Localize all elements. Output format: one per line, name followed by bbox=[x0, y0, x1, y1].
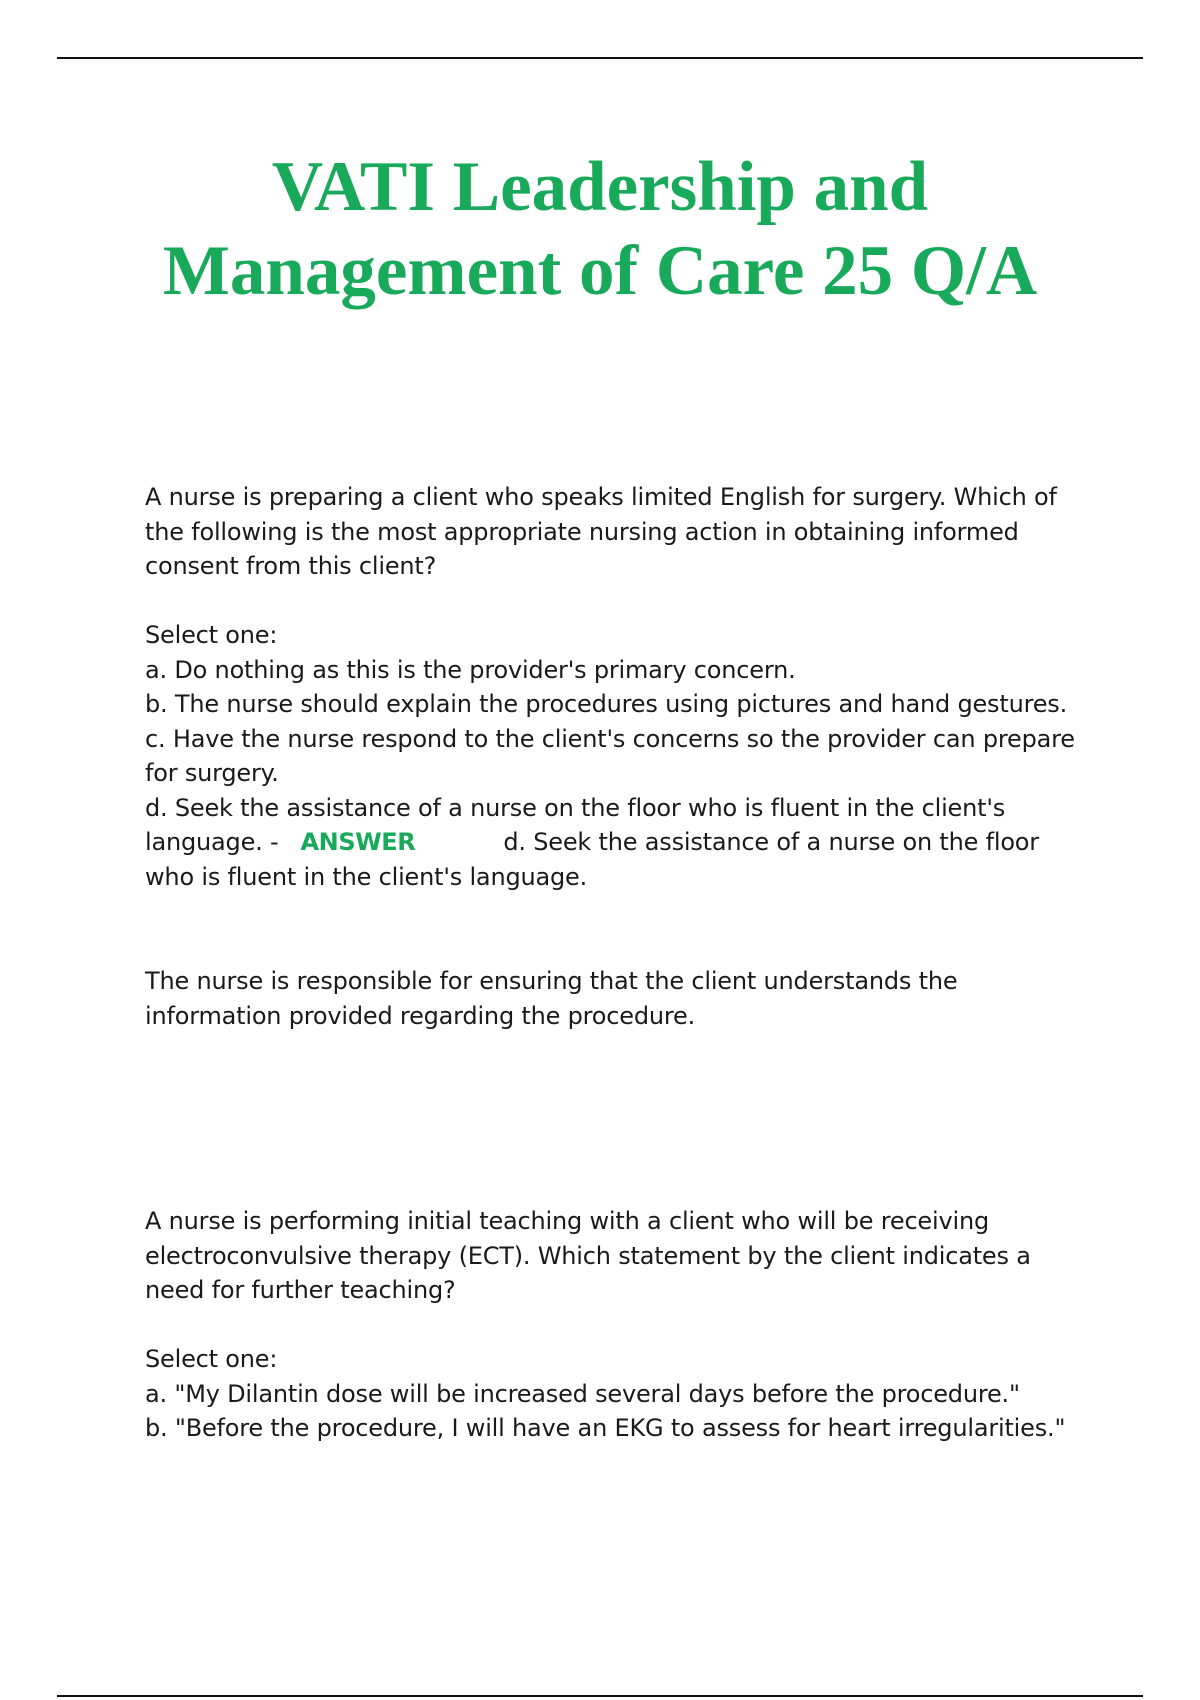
question-1-rationale: The nurse is responsible for ensuring that the client understands the information provided regarding the procedure. bbox=[145, 967, 958, 1030]
answer-text: d. Seek the assistance of a nurse on the floor who is fluent in the client's language. bbox=[145, 828, 1039, 891]
question-1-stem: A nurse is preparing a client who speaks limited English for surgery. Which of the following is the most appropriate nursing action in obtaining informed consent from this client? bbox=[145, 483, 1057, 580]
question-1-option-d: d. Seek the assistance of a nurse on the floor who is fluent in the client's language. - bbox=[145, 793, 1006, 856]
title-line-2: Management of Care 25 Q/A bbox=[162, 232, 1038, 310]
question-1-rationale-block bbox=[145, 964, 1085, 1033]
question-1-option-c: c. Have the nurse respond to the client's concerns so the provider can prepare for surgery. bbox=[145, 724, 1075, 787]
question-1-options bbox=[145, 618, 1085, 894]
question-2-stem: A nurse is performing initial teaching with a client who will be receiving electroconvulsive therapy (ECT). Which statement by the client indicates a need for further teaching? bbox=[145, 1207, 1031, 1304]
document-title bbox=[0, 145, 1200, 313]
bottom-rule bbox=[57, 1695, 1143, 1697]
question-2 bbox=[145, 1204, 1085, 1308]
title-line-1: VATI Leadership and bbox=[271, 148, 929, 226]
question-2-options bbox=[145, 1342, 1085, 1446]
question-1 bbox=[145, 480, 1085, 584]
top-rule bbox=[57, 57, 1143, 59]
answer-label: ANSWER bbox=[300, 828, 416, 856]
question-2-option-b: b. "Before the procedure, I will have an EKG to assess for heart irregularities." bbox=[145, 1414, 1066, 1442]
question-1-select-label: Select one: bbox=[145, 621, 278, 649]
question-1-option-a: a. Do nothing as this is the provider's primary concern. bbox=[145, 655, 796, 684]
question-2-select-label: Select one: bbox=[145, 1345, 278, 1373]
question-1-option-d-with-answer bbox=[145, 791, 1085, 895]
question-1-option-b: b. The nurse should explain the procedures using pictures and hand gestures. bbox=[145, 690, 1068, 718]
question-2-option-a: a. "My Dilantin dose will be increased several days before the procedure." bbox=[145, 1379, 1020, 1408]
